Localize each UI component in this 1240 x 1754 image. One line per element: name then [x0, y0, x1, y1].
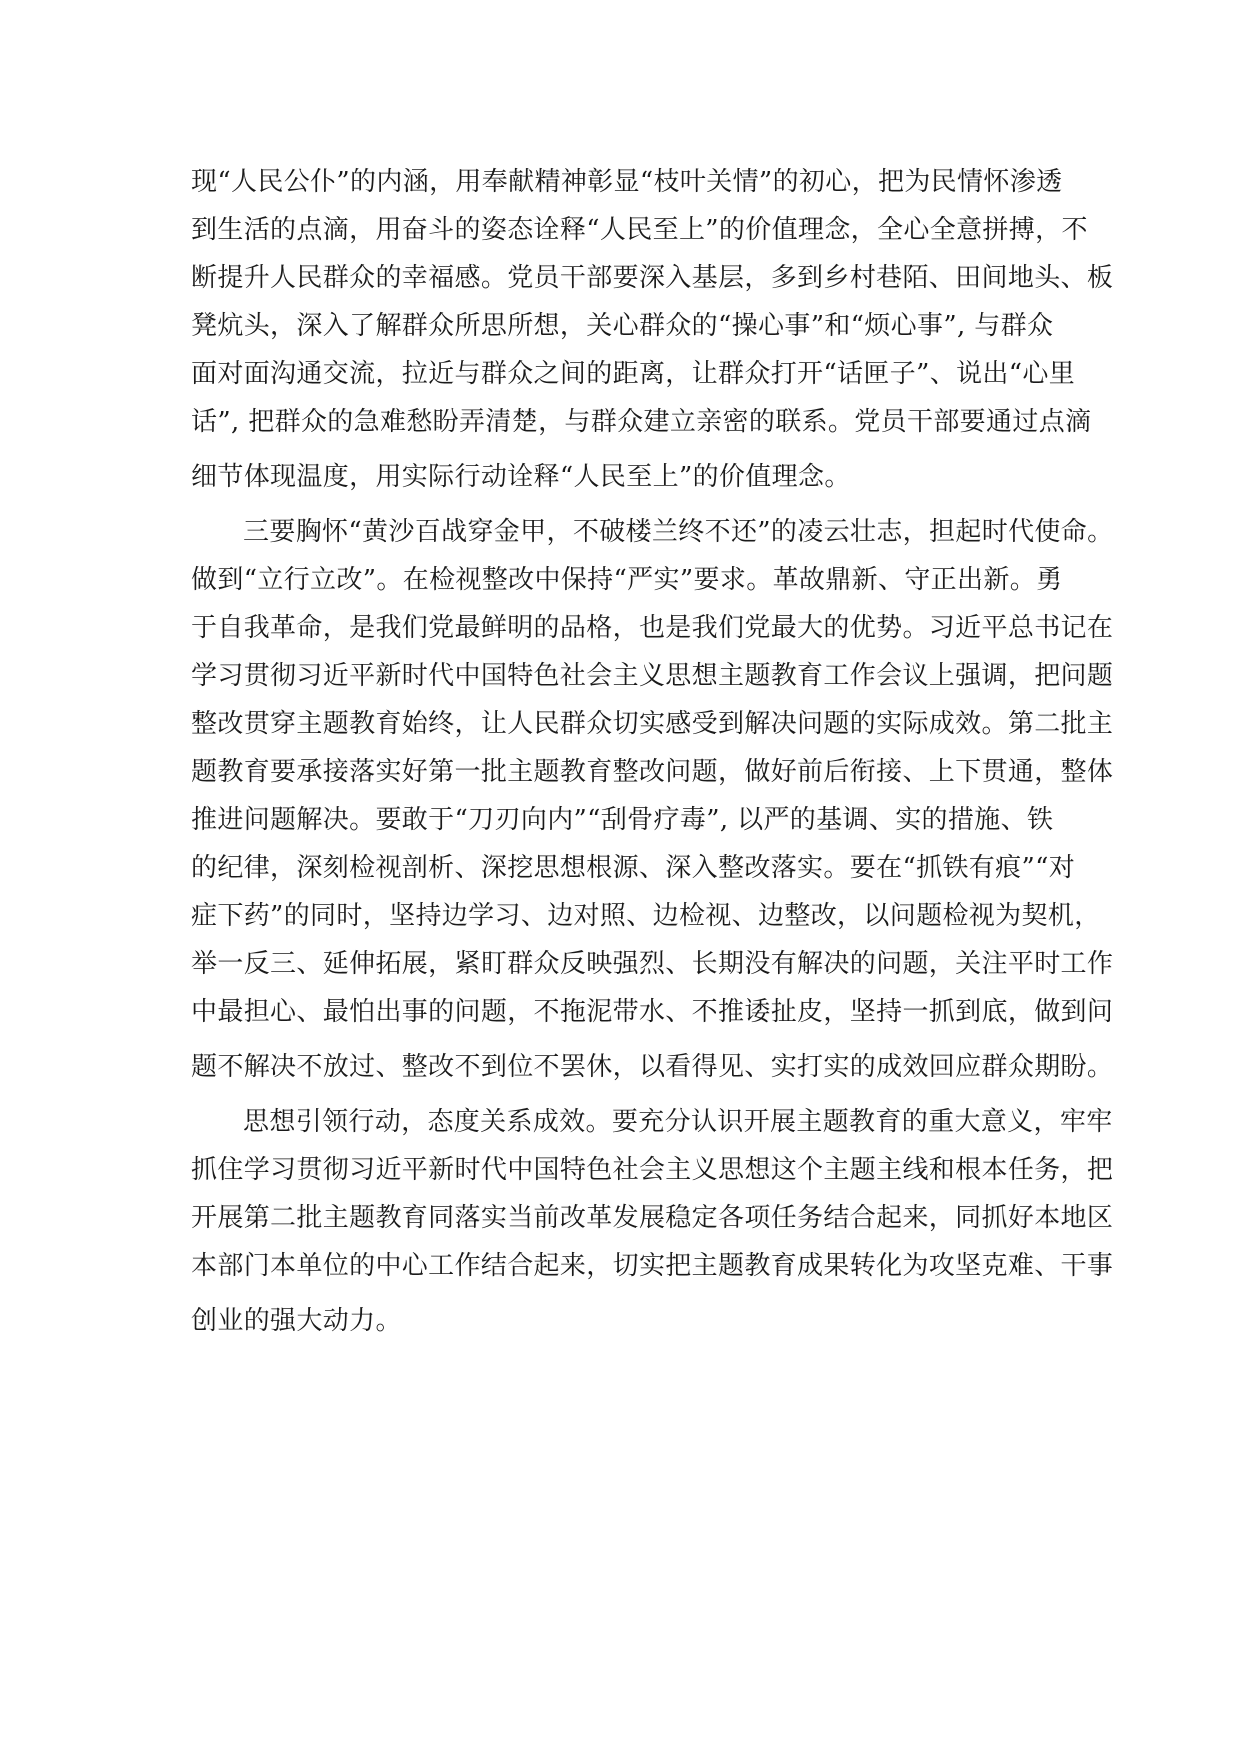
text-line: 凳炕头，深入了解群众所思所想，关心群众的“操心事”和“烦心事”, 与群众	[191, 311, 1054, 341]
text-line: 推进问题解决。要敢于“刀刃向内”“刮骨疗毒”, 以严的基调、实的措施、铁	[191, 805, 1054, 835]
text-line: 断提升人民群众的幸福感。党员干部要深入基层，多到乡村巷陌、田间地头、板	[191, 263, 1114, 293]
text-line: 到生活的点滴，用奋斗的姿态诠释“人民至上”的价值理念，全心全意拼搏，不	[191, 215, 1088, 245]
text-line: 症下药”的同时，坚持边学习、边对照、边检视、边整改，以问题检视为契机，	[191, 901, 1101, 931]
text-line: 学习贯彻习近平新时代中国特色社会主义思想主题教育工作会议上强调，把问题	[191, 661, 1114, 691]
text-line: 的纪律，深刻检视剖析、深挖思想根源、深入整改落实。要在“抓铁有痕”“对	[191, 853, 1076, 883]
text-line: 面对面沟通交流，拉近与群众之间的距离，让群众打开“话匣子”、说出“心里	[191, 359, 1076, 389]
text-line: 中最担心、最怕出事的问题，不拖泥带水、不推诿扯皮，坚持一抓到底，做到问	[191, 997, 1114, 1027]
text-line: 细节体现温度，用实际行动诠释“人民至上”的价值理念。	[191, 462, 851, 492]
text-line: 本部门本单位的中心工作结合起来，切实把主题教育成果转化为攻坚克难、干事	[191, 1251, 1114, 1281]
text-line: 举一反三、延伸拓展，紧盯群众反映强烈、长期没有解决的问题，关注平时工作	[191, 949, 1114, 979]
paragraph-first-line: 思想引领行动，态度关系成效。要充分认识开展主题教育的重大意义，牢牢	[243, 1107, 1113, 1137]
text-line: 题教育要承接落实好第一批主题教育整改问题，做好前后衔接、上下贯通，整体	[191, 757, 1114, 787]
text-line: 整改贯穿主题教育始终，让人民群众切实感受到解决问题的实际成效。第二批主	[191, 709, 1114, 739]
text-line: 现“人民公仆”的内涵，用奉献精神彰显“枝叶关情”的初心，把为民情怀渗透	[191, 167, 1063, 197]
text-line: 于自我革命，是我们党最鲜明的品格，也是我们党最大的优势。习近平总书记在	[191, 613, 1114, 643]
text-line: 题不解决不放过、整改不到位不罢休，以看得见、实打实的成效回应群众期盼。	[191, 1052, 1114, 1082]
text-line: 抓住学习贯彻习近平新时代中国特色社会主义思想这个主题主线和根本任务，把	[191, 1155, 1114, 1185]
text-line: 开展第二批主题教育同落实当前改革发展稳定各项任务结合起来，同抓好本地区	[191, 1203, 1114, 1233]
text-line: 做到“立行立改”。在检视整改中保持“严实”要求。革故鼎新、守正出新。勇	[191, 565, 1063, 595]
text-line: 创业的强大动力。	[191, 1306, 402, 1336]
paragraph-first-line: 三要胸怀“黄沙百战穿金甲，不破楼兰终不还”的凌云壮志，担起时代使命。	[243, 517, 1114, 547]
text-line: 话”, 把群众的急难愁盼弄清楚，与群众建立亲密的联系。党员干部要通过点滴	[191, 407, 1092, 437]
